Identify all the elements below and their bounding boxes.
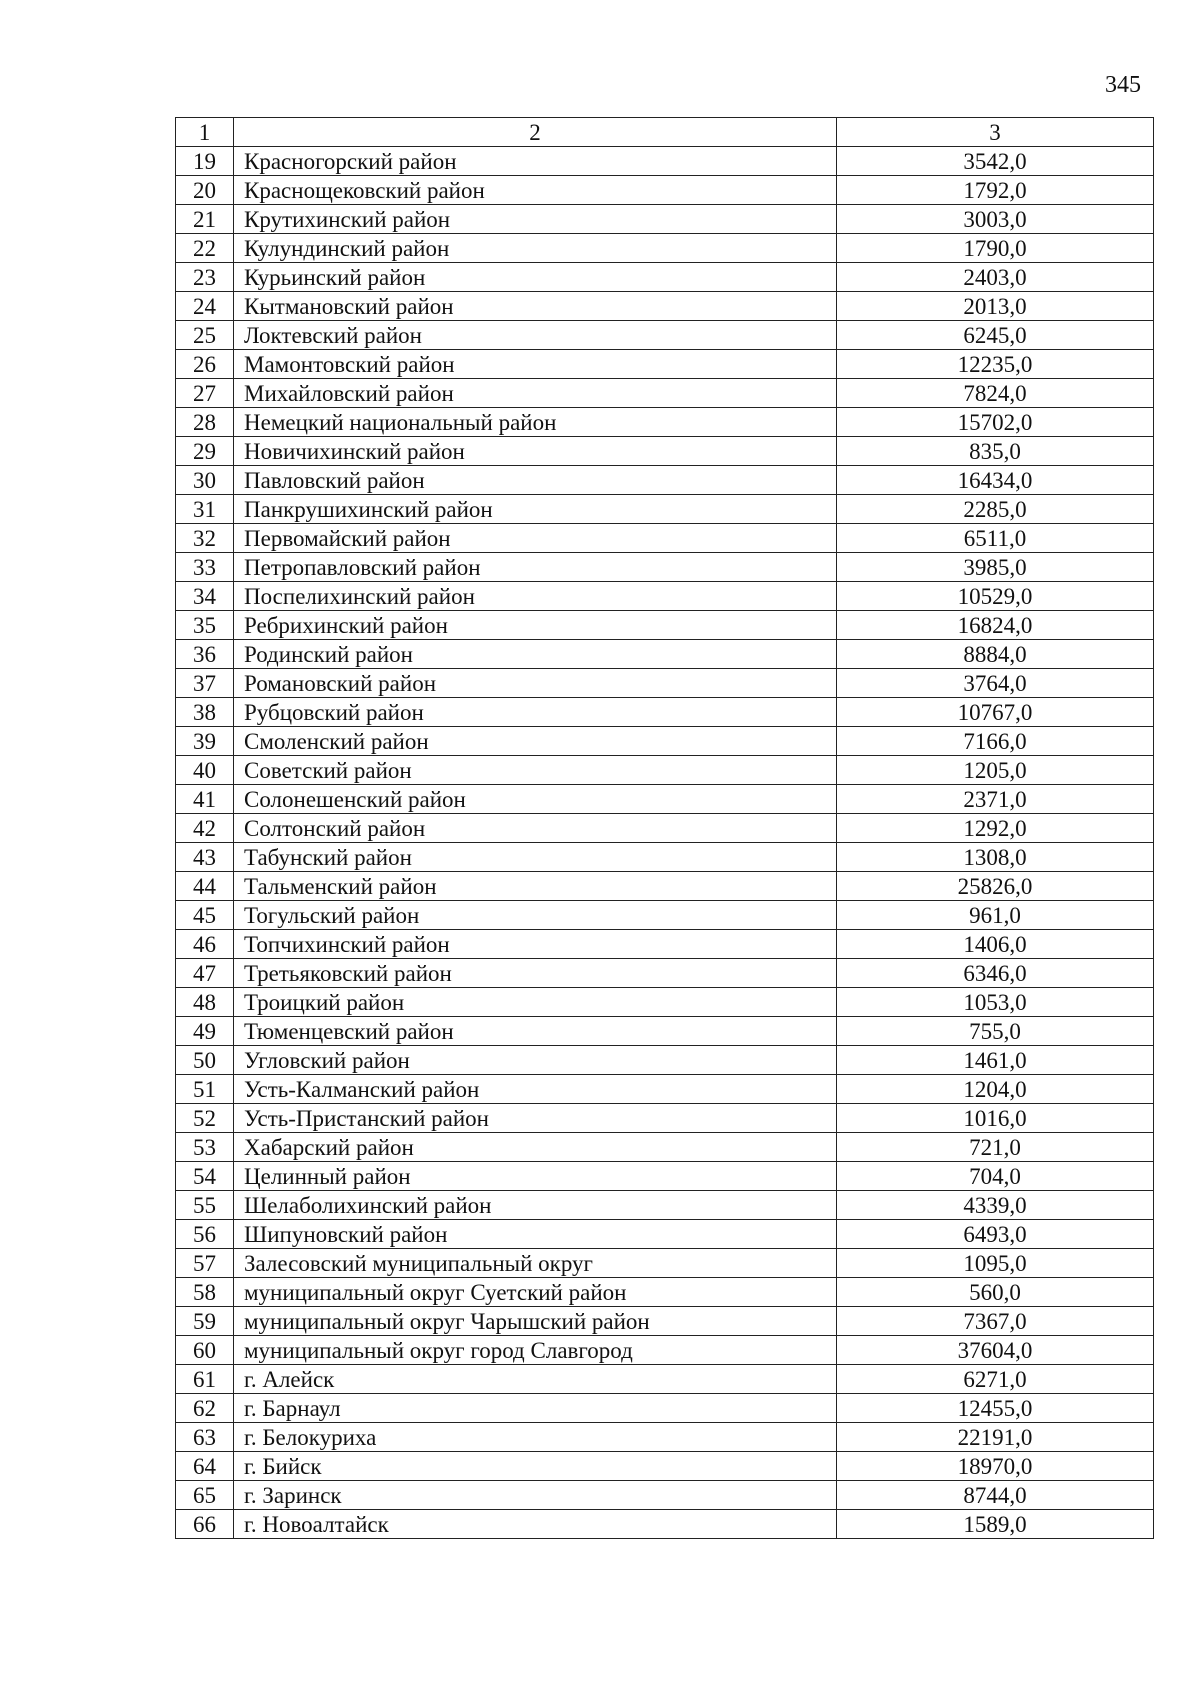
table-row (176, 872, 1154, 901)
row-number-cell: 55 (176, 1191, 234, 1220)
district-name-cell: Мамонтовский район (234, 350, 837, 379)
table-row (176, 321, 1154, 350)
amount-cell: 1589,0 (837, 1510, 1154, 1539)
amount-cell: 1406,0 (837, 930, 1154, 959)
row-number-cell: 53 (176, 1133, 234, 1162)
table-row (176, 379, 1154, 408)
district-name-cell: г. Новоалтайск (234, 1510, 837, 1539)
header-cell-3: 3 (837, 118, 1154, 147)
district-name-cell: г. Заринск (234, 1481, 837, 1510)
table-row (176, 1220, 1154, 1249)
district-name-cell: Смоленский район (234, 727, 837, 756)
amount-cell: 25826,0 (837, 872, 1154, 901)
table-row (176, 1336, 1154, 1365)
amount-cell: 2371,0 (837, 785, 1154, 814)
table-row (176, 1423, 1154, 1452)
row-number-cell: 41 (176, 785, 234, 814)
row-number-cell: 48 (176, 988, 234, 1017)
amount-cell: 12455,0 (837, 1394, 1154, 1423)
district-name-cell: Красногорский район (234, 147, 837, 176)
row-number-cell: 57 (176, 1249, 234, 1278)
row-number-cell: 19 (176, 147, 234, 176)
row-number-cell: 61 (176, 1365, 234, 1394)
table-row (176, 1307, 1154, 1336)
district-name-cell: Тальменский район (234, 872, 837, 901)
table-row (176, 1017, 1154, 1046)
amount-cell: 8884,0 (837, 640, 1154, 669)
table-row (176, 814, 1154, 843)
district-name-cell: Табунский район (234, 843, 837, 872)
table-row (176, 466, 1154, 495)
district-name-cell: Тогульский район (234, 901, 837, 930)
row-number-cell: 44 (176, 872, 234, 901)
row-number-cell: 63 (176, 1423, 234, 1452)
table-row (176, 263, 1154, 292)
district-name-cell: Немецкий национальный район (234, 408, 837, 437)
table-row (176, 147, 1154, 176)
table-row (176, 1191, 1154, 1220)
amount-cell: 2285,0 (837, 495, 1154, 524)
amount-cell: 961,0 (837, 901, 1154, 930)
district-name-cell: Петропавловский район (234, 553, 837, 582)
amount-cell: 10767,0 (837, 698, 1154, 727)
row-number-cell: 36 (176, 640, 234, 669)
amount-cell: 3003,0 (837, 205, 1154, 234)
table-row (176, 1452, 1154, 1481)
table-row (176, 1249, 1154, 1278)
row-number-cell: 66 (176, 1510, 234, 1539)
row-number-cell: 33 (176, 553, 234, 582)
district-name-cell: г. Бийск (234, 1452, 837, 1481)
amount-cell: 1461,0 (837, 1046, 1154, 1075)
district-name-cell: г. Алейск (234, 1365, 837, 1394)
table-row (176, 495, 1154, 524)
district-name-cell: Усть-Калманский район (234, 1075, 837, 1104)
district-name-cell: Угловский район (234, 1046, 837, 1075)
district-name-cell: Поспелихинский район (234, 582, 837, 611)
district-name-cell: Кулундинский район (234, 234, 837, 263)
amount-cell: 6511,0 (837, 524, 1154, 553)
amount-cell: 1790,0 (837, 234, 1154, 263)
amount-cell: 1053,0 (837, 988, 1154, 1017)
district-name-cell: Хабарский район (234, 1133, 837, 1162)
district-name-cell: Советский район (234, 756, 837, 785)
table-header-row (176, 118, 1154, 147)
table-row (176, 1075, 1154, 1104)
row-number-cell: 32 (176, 524, 234, 553)
row-number-cell: 20 (176, 176, 234, 205)
header-cell-1: 1 (176, 118, 234, 147)
district-name-cell: Павловский район (234, 466, 837, 495)
amount-cell: 7824,0 (837, 379, 1154, 408)
district-name-cell: Шелаболихинский район (234, 1191, 837, 1220)
district-name-cell: г. Белокуриха (234, 1423, 837, 1452)
table-row (176, 1278, 1154, 1307)
table-row (176, 234, 1154, 263)
amount-cell: 4339,0 (837, 1191, 1154, 1220)
district-name-cell: Михайловский район (234, 379, 837, 408)
amount-cell: 22191,0 (837, 1423, 1154, 1452)
data-table (175, 117, 1154, 1539)
row-number-cell: 27 (176, 379, 234, 408)
district-name-cell: Залесовский муниципальный округ (234, 1249, 837, 1278)
amount-cell: 37604,0 (837, 1336, 1154, 1365)
district-name-cell: Крутихинский район (234, 205, 837, 234)
district-name-cell: Солонешенский район (234, 785, 837, 814)
table-row (176, 698, 1154, 727)
amount-cell: 3764,0 (837, 669, 1154, 698)
page-number: 345 (1105, 72, 1141, 98)
amount-cell: 721,0 (837, 1133, 1154, 1162)
table-row (176, 408, 1154, 437)
row-number-cell: 58 (176, 1278, 234, 1307)
row-number-cell: 34 (176, 582, 234, 611)
district-name-cell: г. Барнаул (234, 1394, 837, 1423)
row-number-cell: 51 (176, 1075, 234, 1104)
table-row (176, 611, 1154, 640)
district-name-cell: Курьинский район (234, 263, 837, 292)
row-number-cell: 38 (176, 698, 234, 727)
table-row (176, 582, 1154, 611)
header-cell-2: 2 (234, 118, 837, 147)
district-name-cell: Панкрушихинский район (234, 495, 837, 524)
table-row (176, 176, 1154, 205)
row-number-cell: 25 (176, 321, 234, 350)
row-number-cell: 49 (176, 1017, 234, 1046)
row-number-cell: 45 (176, 901, 234, 930)
district-name-cell: муниципальный округ Суетский район (234, 1278, 837, 1307)
row-number-cell: 21 (176, 205, 234, 234)
row-number-cell: 42 (176, 814, 234, 843)
amount-cell: 560,0 (837, 1278, 1154, 1307)
amount-cell: 6271,0 (837, 1365, 1154, 1394)
district-name-cell: муниципальный округ Чарышский район (234, 1307, 837, 1336)
row-number-cell: 40 (176, 756, 234, 785)
row-number-cell: 60 (176, 1336, 234, 1365)
district-name-cell: Первомайский район (234, 524, 837, 553)
row-number-cell: 26 (176, 350, 234, 379)
amount-cell: 1016,0 (837, 1104, 1154, 1133)
table-row (176, 669, 1154, 698)
amount-cell: 704,0 (837, 1162, 1154, 1191)
table-row (176, 756, 1154, 785)
district-name-cell: Родинский район (234, 640, 837, 669)
table-row (176, 785, 1154, 814)
amount-cell: 6346,0 (837, 959, 1154, 988)
table-row (176, 930, 1154, 959)
row-number-cell: 39 (176, 727, 234, 756)
table-row (176, 988, 1154, 1017)
district-name-cell: Краснощековский район (234, 176, 837, 205)
amount-cell: 7166,0 (837, 727, 1154, 756)
district-name-cell: Солтонский район (234, 814, 837, 843)
district-name-cell: Топчихинский район (234, 930, 837, 959)
district-name-cell: Усть-Пристанский район (234, 1104, 837, 1133)
row-number-cell: 47 (176, 959, 234, 988)
row-number-cell: 59 (176, 1307, 234, 1336)
amount-cell: 755,0 (837, 1017, 1154, 1046)
amount-cell: 1292,0 (837, 814, 1154, 843)
row-number-cell: 23 (176, 263, 234, 292)
amount-cell: 2013,0 (837, 292, 1154, 321)
district-name-cell: Шипуновский район (234, 1220, 837, 1249)
amount-cell: 835,0 (837, 437, 1154, 466)
district-name-cell: Локтевский район (234, 321, 837, 350)
amount-cell: 1792,0 (837, 176, 1154, 205)
amount-cell: 16434,0 (837, 466, 1154, 495)
row-number-cell: 65 (176, 1481, 234, 1510)
amount-cell: 18970,0 (837, 1452, 1154, 1481)
table-row (176, 1510, 1154, 1539)
table-row (176, 1394, 1154, 1423)
row-number-cell: 62 (176, 1394, 234, 1423)
table-row (176, 524, 1154, 553)
table-body (176, 118, 1154, 1539)
table-row (176, 1104, 1154, 1133)
table-row (176, 843, 1154, 872)
table-row (176, 437, 1154, 466)
district-name-cell: муниципальный округ город Славгород (234, 1336, 837, 1365)
amount-cell: 6493,0 (837, 1220, 1154, 1249)
table-row (176, 727, 1154, 756)
district-name-cell: Кытмановский район (234, 292, 837, 321)
amount-cell: 12235,0 (837, 350, 1154, 379)
row-number-cell: 52 (176, 1104, 234, 1133)
amount-cell: 15702,0 (837, 408, 1154, 437)
table-row (176, 1162, 1154, 1191)
row-number-cell: 24 (176, 292, 234, 321)
row-number-cell: 22 (176, 234, 234, 263)
district-name-cell: Целинный район (234, 1162, 837, 1191)
amount-cell: 3542,0 (837, 147, 1154, 176)
district-name-cell: Новичихинский район (234, 437, 837, 466)
amount-cell: 3985,0 (837, 553, 1154, 582)
district-name-cell: Троицкий район (234, 988, 837, 1017)
amount-cell: 1095,0 (837, 1249, 1154, 1278)
district-name-cell: Рубцовский район (234, 698, 837, 727)
table-row (176, 1481, 1154, 1510)
amount-cell: 16824,0 (837, 611, 1154, 640)
amount-cell: 1308,0 (837, 843, 1154, 872)
amount-cell: 8744,0 (837, 1481, 1154, 1510)
amount-cell: 1205,0 (837, 756, 1154, 785)
table-row (176, 292, 1154, 321)
table-row (176, 959, 1154, 988)
row-number-cell: 29 (176, 437, 234, 466)
table-row (176, 1046, 1154, 1075)
row-number-cell: 28 (176, 408, 234, 437)
table-row (176, 350, 1154, 379)
table-row (176, 205, 1154, 234)
district-name-cell: Тюменцевский район (234, 1017, 837, 1046)
table-row (176, 553, 1154, 582)
table-row (176, 1133, 1154, 1162)
amount-cell: 6245,0 (837, 321, 1154, 350)
row-number-cell: 54 (176, 1162, 234, 1191)
row-number-cell: 46 (176, 930, 234, 959)
row-number-cell: 30 (176, 466, 234, 495)
row-number-cell: 64 (176, 1452, 234, 1481)
row-number-cell: 31 (176, 495, 234, 524)
row-number-cell: 50 (176, 1046, 234, 1075)
table-row (176, 640, 1154, 669)
amount-cell: 7367,0 (837, 1307, 1154, 1336)
district-name-cell: Романовский район (234, 669, 837, 698)
row-number-cell: 35 (176, 611, 234, 640)
district-name-cell: Третьяковский район (234, 959, 837, 988)
amount-cell: 2403,0 (837, 263, 1154, 292)
row-number-cell: 43 (176, 843, 234, 872)
district-name-cell: Ребрихинский район (234, 611, 837, 640)
row-number-cell: 37 (176, 669, 234, 698)
amount-cell: 1204,0 (837, 1075, 1154, 1104)
amount-cell: 10529,0 (837, 582, 1154, 611)
row-number-cell: 56 (176, 1220, 234, 1249)
table-row (176, 901, 1154, 930)
table-row (176, 1365, 1154, 1394)
